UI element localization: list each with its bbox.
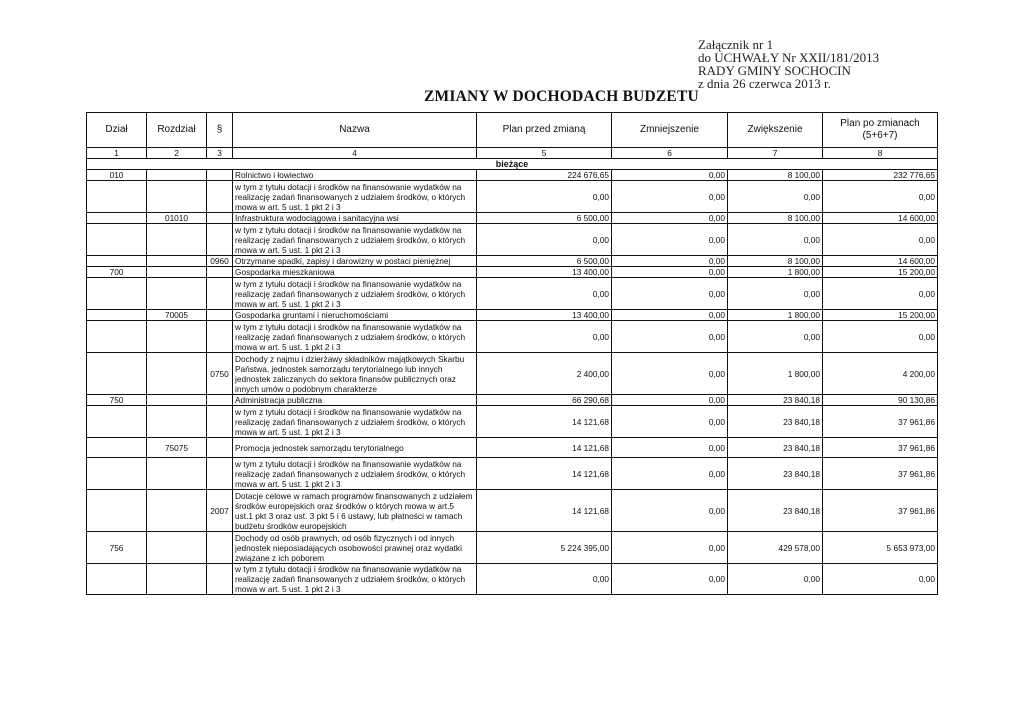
cell-nazwa: Gospodarka mieszkaniowa: [233, 267, 477, 278]
cell-zwiekszenie: 1 800,00: [728, 310, 823, 321]
cell-dzial: 700: [87, 267, 147, 278]
cell-paragraph: 0750: [207, 353, 233, 395]
cell-nazwa: Dochody z najmu i dzierżawy składników majątkowych Skarbu Państwa, jednostek samorządu terytorialnego lub innych jednostek zaliczanych do sektora finansów publicznych oraz innych umów o podobnym charakterze: [233, 353, 477, 395]
cell-plan-po: 14 600,00: [823, 213, 938, 224]
section-row: [87, 159, 938, 170]
cell-nazwa: w tym z tytułu dotacji i środków na finansowanie wydatków na realizację zadań finansowanych z udziałem środków, o których mowa w art. 5 ust. 1 pkt 2 i 3: [233, 224, 477, 256]
cell-nazwa: Administracja publiczna: [233, 395, 477, 406]
col-number: 3: [207, 148, 233, 159]
cell-rozdzial: [147, 490, 207, 532]
cell-zmniejszenie: 0,00: [612, 406, 728, 438]
cell-zwiekszenie: 8 100,00: [728, 170, 823, 181]
col-header-dzial: Dział: [87, 113, 147, 148]
cell-zmniejszenie: 0,00: [612, 490, 728, 532]
table-row: [87, 267, 938, 278]
col-number: 7: [728, 148, 823, 159]
table-row: [87, 181, 938, 213]
cell-plan-przed: 0,00: [477, 224, 612, 256]
cell-plan-przed: 6 500,00: [477, 213, 612, 224]
cell-dzial: [87, 490, 147, 532]
cell-zmniejszenie: 0,00: [612, 170, 728, 181]
attachment-label: Załącznik nr 1: [698, 37, 774, 52]
cell-zwiekszenie: 0,00: [728, 181, 823, 213]
cell-zwiekszenie: 0,00: [728, 278, 823, 310]
cell-zmniejszenie: 0,00: [612, 224, 728, 256]
cell-zwiekszenie: 0,00: [728, 564, 823, 595]
cell-plan-przed: 14 121,68: [477, 458, 612, 490]
cell-plan-przed: 0,00: [477, 564, 612, 595]
cell-zwiekszenie: 429 578,00: [728, 532, 823, 564]
cell-rozdzial: [147, 278, 207, 310]
col-number: 6: [612, 148, 728, 159]
col-number: 2: [147, 148, 207, 159]
cell-paragraph: [207, 310, 233, 321]
page-title: ZMIANY W DOCHODACH BUDZETU: [424, 88, 699, 105]
cell-paragraph: [207, 321, 233, 353]
cell-plan-po: 4 200,00: [823, 353, 938, 395]
cell-nazwa: Promocja jednostek samorządu terytorialnego: [233, 438, 477, 458]
cell-paragraph: 2007: [207, 490, 233, 532]
cell-plan-po: 14 600,00: [823, 256, 938, 267]
table-row: [87, 532, 938, 564]
cell-plan-po: 232 776,65: [823, 170, 938, 181]
cell-zmniejszenie: 0,00: [612, 213, 728, 224]
cell-zmniejszenie: 0,00: [612, 353, 728, 395]
cell-paragraph: [207, 213, 233, 224]
cell-plan-po: 0,00: [823, 181, 938, 213]
cell-plan-po: 0,00: [823, 321, 938, 353]
table-row: [87, 224, 938, 256]
col-number: 4: [233, 148, 477, 159]
cell-zwiekszenie: 23 840,18: [728, 406, 823, 438]
cell-plan-przed: 13 400,00: [477, 310, 612, 321]
resolution-date: z dnia 26 czerwca 2013 r.: [698, 76, 831, 91]
cell-plan-przed: 0,00: [477, 278, 612, 310]
cell-plan-przed: 0,00: [477, 321, 612, 353]
cell-dzial: [87, 321, 147, 353]
cell-dzial: [87, 213, 147, 224]
cell-rozdzial: [147, 353, 207, 395]
cell-rozdzial: 75075: [147, 438, 207, 458]
cell-dzial: [87, 278, 147, 310]
cell-dzial: [87, 181, 147, 213]
cell-plan-po: 37 961,86: [823, 458, 938, 490]
cell-plan-po: 0,00: [823, 564, 938, 595]
cell-zwiekszenie: 8 100,00: [728, 256, 823, 267]
cell-zwiekszenie: 23 840,18: [728, 490, 823, 532]
cell-dzial: 750: [87, 395, 147, 406]
cell-paragraph: [207, 438, 233, 458]
cell-zwiekszenie: 23 840,18: [728, 458, 823, 490]
cell-plan-przed: 0,00: [477, 181, 612, 213]
cell-paragraph: [207, 267, 233, 278]
cell-zmniejszenie: 0,00: [612, 321, 728, 353]
cell-paragraph: [207, 278, 233, 310]
resolution-number: do UCHWAŁY Nr XXII/181/2013: [698, 50, 880, 65]
cell-rozdzial: [147, 564, 207, 595]
cell-dzial: 756: [87, 532, 147, 564]
cell-zwiekszenie: 23 840,18: [728, 438, 823, 458]
cell-zwiekszenie: 1 800,00: [728, 353, 823, 395]
cell-rozdzial: [147, 321, 207, 353]
cell-zwiekszenie: 0,00: [728, 224, 823, 256]
cell-rozdzial: [147, 181, 207, 213]
cell-nazwa: Infrastruktura wodociągowa i sanitacyjna wsi: [233, 213, 477, 224]
cell-plan-po: 37 961,86: [823, 490, 938, 532]
table-row: [87, 564, 938, 595]
cell-rozdzial: [147, 395, 207, 406]
cell-nazwa: Otrzymane spadki, zapisy i darowizny w postaci pieniężnej: [233, 256, 477, 267]
cell-zmniejszenie: 0,00: [612, 181, 728, 213]
budget-table: [86, 112, 938, 595]
table-row: [87, 170, 938, 181]
cell-nazwa: w tym z tytułu dotacji i środków na finansowanie wydatków na realizację zadań finansowanych z udziałem środków, o których mowa w art. 5 ust. 1 pkt 2 i 3: [233, 564, 477, 595]
col-number: 1: [87, 148, 147, 159]
cell-plan-przed: 14 121,68: [477, 490, 612, 532]
cell-zmniejszenie: 0,00: [612, 532, 728, 564]
table-row: [87, 310, 938, 321]
cell-rozdzial: [147, 458, 207, 490]
cell-paragraph: [207, 224, 233, 256]
cell-plan-przed: 14 121,68: [477, 438, 612, 458]
table-row: [87, 256, 938, 267]
cell-zwiekszenie: 8 100,00: [728, 213, 823, 224]
col-header-rozdzial: Rozdział: [147, 113, 207, 148]
cell-plan-po: 15 200,00: [823, 267, 938, 278]
cell-nazwa: w tym z tytułu dotacji i środków na finansowanie wydatków na realizację zadań finansowanych z udziałem środków, o których mowa w art. 5 ust. 1 pkt 2 i 3: [233, 406, 477, 438]
cell-plan-przed: 2 400,00: [477, 353, 612, 395]
cell-rozdzial: [147, 224, 207, 256]
cell-zwiekszenie: 23 840,18: [728, 395, 823, 406]
cell-zmniejszenie: 0,00: [612, 564, 728, 595]
cell-zmniejszenie: 0,00: [612, 267, 728, 278]
cell-dzial: [87, 224, 147, 256]
cell-dzial: [87, 256, 147, 267]
cell-paragraph: [207, 564, 233, 595]
cell-plan-po: 0,00: [823, 224, 938, 256]
cell-rozdzial: 01010: [147, 213, 207, 224]
cell-paragraph: 0960: [207, 256, 233, 267]
cell-plan-przed: 66 290,68: [477, 395, 612, 406]
cell-paragraph: [207, 458, 233, 490]
col-header-zwiekszenie: Zwiększenie: [728, 113, 823, 148]
cell-paragraph: [207, 395, 233, 406]
cell-plan-po: 90 130,86: [823, 395, 938, 406]
cell-rozdzial: [147, 256, 207, 267]
cell-zmniejszenie: 0,00: [612, 395, 728, 406]
cell-dzial: [87, 458, 147, 490]
cell-plan-przed: 6 500,00: [477, 256, 612, 267]
cell-plan-przed: 5 224 395,00: [477, 532, 612, 564]
table-row: [87, 438, 938, 458]
cell-zmniejszenie: 0,00: [612, 310, 728, 321]
cell-paragraph: [207, 532, 233, 564]
cell-nazwa: Gospodarka gruntami i nieruchomościami: [233, 310, 477, 321]
col-header-plan-przed: Plan przed zmianą: [477, 113, 612, 148]
table-row: [87, 406, 938, 438]
cell-zwiekszenie: 1 800,00: [728, 267, 823, 278]
cell-rozdzial: 70005: [147, 310, 207, 321]
cell-rozdzial: [147, 532, 207, 564]
section-label: bieżące: [87, 159, 938, 170]
cell-paragraph: [207, 406, 233, 438]
cell-nazwa: w tym z tytułu dotacji i środków na finansowanie wydatków na realizację zadań finansowanych z udziałem środków, o których mowa w art. 5 ust. 1 pkt 2 i 3: [233, 321, 477, 353]
cell-dzial: 010: [87, 170, 147, 181]
table-row: [87, 321, 938, 353]
table-row: [87, 278, 938, 310]
cell-zmniejszenie: 0,00: [612, 278, 728, 310]
table-row: [87, 395, 938, 406]
cell-zmniejszenie: 0,00: [612, 256, 728, 267]
table-row: [87, 458, 938, 490]
cell-paragraph: [207, 170, 233, 181]
cell-plan-przed: 224 676,65: [477, 170, 612, 181]
col-header-zmniejszenie: Zmniejszenie: [612, 113, 728, 148]
cell-zmniejszenie: 0,00: [612, 438, 728, 458]
cell-plan-po: 37 961,86: [823, 406, 938, 438]
budget-table-body: [87, 170, 938, 595]
cell-dzial: [87, 353, 147, 395]
cell-paragraph: [207, 181, 233, 213]
cell-dzial: [87, 310, 147, 321]
cell-plan-przed: 13 400,00: [477, 267, 612, 278]
cell-rozdzial: [147, 406, 207, 438]
table-row: [87, 490, 938, 532]
cell-dzial: [87, 564, 147, 595]
col-header-nazwa: Nazwa: [233, 113, 477, 148]
cell-plan-po: 15 200,00: [823, 310, 938, 321]
col-header-plan-po: Plan po zmianach (5+6+7): [823, 113, 938, 148]
cell-zwiekszenie: 0,00: [728, 321, 823, 353]
cell-plan-po: 0,00: [823, 278, 938, 310]
cell-dzial: [87, 406, 147, 438]
table-row: [87, 353, 938, 395]
cell-zmniejszenie: 0,00: [612, 458, 728, 490]
cell-plan-po: 5 653 973,00: [823, 532, 938, 564]
cell-nazwa: w tym z tytułu dotacji i środków na finansowanie wydatków na realizację zadań finansowanych z udziałem środków, o których mowa w art. 5 ust. 1 pkt 2 i 3: [233, 458, 477, 490]
cell-nazwa: Rolnictwo i łowiectwo: [233, 170, 477, 181]
cell-plan-po: 37 961,86: [823, 438, 938, 458]
cell-dzial: [87, 438, 147, 458]
col-number: 8: [823, 148, 938, 159]
cell-rozdzial: [147, 267, 207, 278]
col-header-paragraph: §: [207, 113, 233, 148]
col-number: 5: [477, 148, 612, 159]
cell-nazwa: Dochody od osób prawnych, od osób fizycznych i od innych jednostek nieposiadających osobowości prawnej oraz wydatki związane z ich poborem: [233, 532, 477, 564]
cell-plan-przed: 14 121,68: [477, 406, 612, 438]
table-row: [87, 213, 938, 224]
cell-nazwa: w tym z tytułu dotacji i środków na finansowanie wydatków na realizację zadań finansowanych z udziałem środków, o których mowa w art. 5 ust. 1 pkt 2 i 3: [233, 181, 477, 213]
header-row: [87, 113, 938, 148]
resolution-header: [698, 38, 879, 90]
column-number-row: [87, 148, 938, 159]
cell-nazwa: Dotacje celowe w ramach programów finansowanych z udziałem środków europejskich oraz środków o których mowa w art.5 ust.1 pkt 3 oraz ust. 3 pkt 5 i 6 ustawy, lub płatności w ramach budżetu środków europejskich: [233, 490, 477, 532]
cell-rozdzial: [147, 170, 207, 181]
council-name: RADY GMINY SOCHOCIN: [698, 63, 851, 78]
cell-nazwa: w tym z tytułu dotacji i środków na finansowanie wydatków na realizację zadań finansowanych z udziałem środków, o których mowa w art. 5 ust. 1 pkt 2 i 3: [233, 278, 477, 310]
